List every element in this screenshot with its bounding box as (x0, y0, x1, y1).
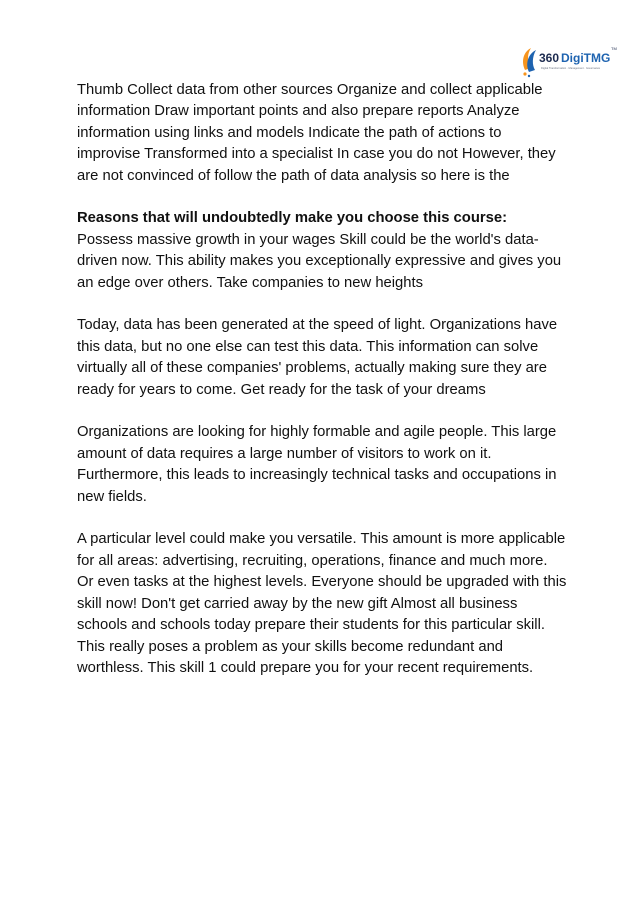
document-body (77, 80, 567, 679)
paragraph-data-speed: Today, data has been generated at the speed of light. Organizations have this data, but no one else can test this data. This information can solve virtually all of these companies' problems, actually making sure they are ready for years to come. Get ready for the task of your dreams (77, 317, 558, 398)
paragraph-organizations: Organizations are looking for highly formable and agile people. This large amount of data requires a large number of visitors to work on it. Furthermore, this leads to increasingly technical tasks and occupations in new fields. (77, 424, 557, 505)
reasons-section (77, 208, 567, 294)
paragraph-intro: Thumb Collect data from other sources Organize and collect applicable information Draw important points and also prepare reports Analyze information using links and models Indicate the path of actions to improvise Transformed into a specialist In case you do not However, they are not convinced of follow the path of data analysis so here is the (77, 82, 556, 184)
reasons-body: Possess massive growth in your wages Skill could be the world's data-driven now. This ability makes you exceptionally expressive and gives you an edge over others. Take companies to new heights (77, 231, 562, 291)
logo-tm: TM (611, 46, 617, 51)
logo-text-main: 360 (539, 51, 560, 65)
360digitmg-logo-icon (519, 40, 619, 78)
logo-text-brand: DigiTMG (561, 51, 611, 65)
company-logo (519, 40, 619, 78)
logo-tagline: Digital Transformation · Management · Governance (541, 67, 601, 70)
paragraph-versatile: A particular level could make you versatile. This amount is more applicable for all areas: advertising, recruiting, operations, finance and much more. Or even tasks at the highest levels. Everyone should be upgraded with this skill now! Don't get carried away by the new gift Almost all business schools and schools today prepare their students for this particular skill. This really poses a problem as your skills become redundant and worthless. This skill 1 could prepare you for your recent requirements. (77, 531, 567, 676)
reasons-heading: Reasons that will undoubtedly make you choose this course: (77, 210, 508, 227)
